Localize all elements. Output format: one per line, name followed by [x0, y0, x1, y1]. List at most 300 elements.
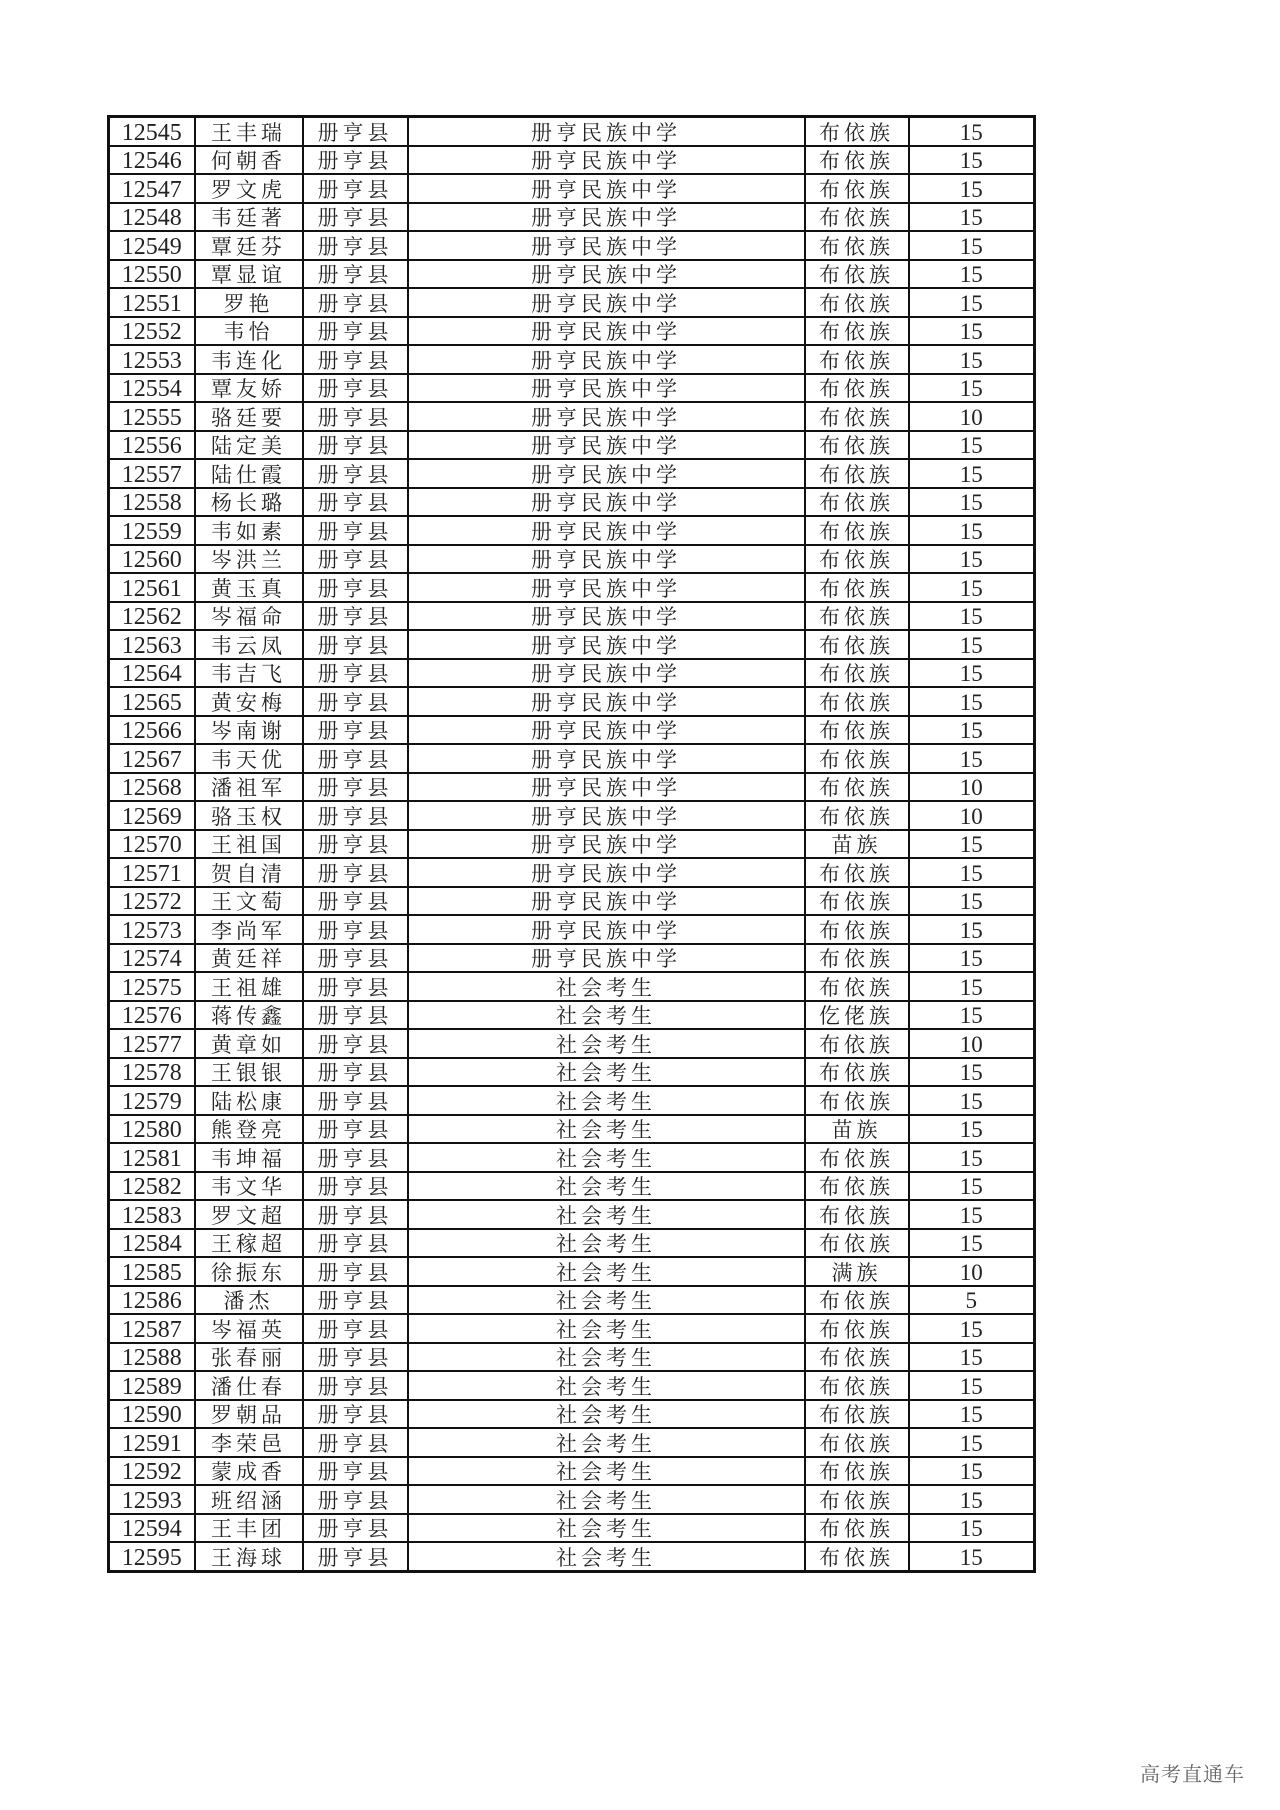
ethnicity-cell: 布依族 — [805, 659, 909, 688]
school-cell: 社会考生 — [408, 1001, 805, 1030]
school-cell: 册亨民族中学 — [408, 801, 805, 830]
table-row — [109, 801, 1035, 830]
bonus-score-cell: 15 — [909, 1457, 1035, 1486]
exam-id-cell: 12548 — [109, 203, 195, 232]
school-cell: 社会考生 — [408, 1058, 805, 1087]
exam-id-cell: 12594 — [109, 1514, 195, 1543]
county-cell: 册亨县 — [303, 545, 408, 574]
exam-id-cell: 12589 — [109, 1371, 195, 1400]
bonus-points-table — [107, 115, 1036, 1573]
ethnicity-cell: 布依族 — [805, 1514, 909, 1543]
county-cell: 册亨县 — [303, 117, 408, 146]
school-cell: 册亨民族中学 — [408, 858, 805, 887]
student-name-cell: 何朝香 — [195, 146, 303, 175]
table-row — [109, 744, 1035, 773]
ethnicity-cell: 布依族 — [805, 773, 909, 802]
table-row — [109, 488, 1035, 517]
county-cell: 册亨县 — [303, 203, 408, 232]
table-row — [109, 345, 1035, 374]
county-cell: 册亨县 — [303, 1115, 408, 1144]
exam-id-cell: 12547 — [109, 174, 195, 203]
school-cell: 社会考生 — [408, 972, 805, 1001]
table-row — [109, 602, 1035, 631]
student-name-cell: 覃显谊 — [195, 260, 303, 289]
county-cell: 册亨县 — [303, 630, 408, 659]
county-cell: 册亨县 — [303, 1428, 408, 1457]
student-name-cell: 韦坤福 — [195, 1143, 303, 1172]
table-row — [109, 1172, 1035, 1201]
student-name-cell: 韦廷著 — [195, 203, 303, 232]
exam-id-cell: 12587 — [109, 1314, 195, 1343]
table-row — [109, 459, 1035, 488]
ethnicity-cell: 布依族 — [805, 174, 909, 203]
student-name-cell: 韦怡 — [195, 317, 303, 346]
student-name-cell: 韦如素 — [195, 516, 303, 545]
exam-id-cell: 12569 — [109, 801, 195, 830]
ethnicity-cell: 布依族 — [805, 545, 909, 574]
student-name-cell: 黄章如 — [195, 1029, 303, 1058]
county-cell: 册亨县 — [303, 602, 408, 631]
bonus-score-cell: 15 — [909, 516, 1035, 545]
county-cell: 册亨县 — [303, 1229, 408, 1258]
student-name-cell: 潘杰 — [195, 1286, 303, 1315]
exam-id-cell: 12592 — [109, 1457, 195, 1486]
ethnicity-cell: 仡佬族 — [805, 1001, 909, 1030]
table-row — [109, 1314, 1035, 1343]
school-cell: 册亨民族中学 — [408, 773, 805, 802]
county-cell: 册亨县 — [303, 317, 408, 346]
county-cell: 册亨县 — [303, 1485, 408, 1514]
bonus-score-cell: 10 — [909, 1257, 1035, 1286]
exam-id-cell: 12565 — [109, 687, 195, 716]
exam-id-cell: 12551 — [109, 288, 195, 317]
exam-id-cell: 12567 — [109, 744, 195, 773]
table-row — [109, 402, 1035, 431]
exam-id-cell: 12586 — [109, 1286, 195, 1315]
table-row — [109, 972, 1035, 1001]
county-cell: 册亨县 — [303, 1172, 408, 1201]
student-name-cell: 熊登亮 — [195, 1115, 303, 1144]
exam-id-cell: 12552 — [109, 317, 195, 346]
student-name-cell: 蒙成香 — [195, 1457, 303, 1486]
school-cell: 册亨民族中学 — [408, 488, 805, 517]
county-cell: 册亨县 — [303, 1286, 408, 1315]
school-cell: 册亨民族中学 — [408, 174, 805, 203]
school-cell: 社会考生 — [408, 1257, 805, 1286]
table-row — [109, 687, 1035, 716]
ethnicity-cell: 布依族 — [805, 1542, 909, 1571]
student-name-cell: 潘祖军 — [195, 773, 303, 802]
exam-id-cell: 12553 — [109, 345, 195, 374]
ethnicity-cell: 布依族 — [805, 1286, 909, 1315]
county-cell: 册亨县 — [303, 260, 408, 289]
school-cell: 社会考生 — [408, 1542, 805, 1571]
ethnicity-cell: 苗族 — [805, 1115, 909, 1144]
school-cell: 册亨民族中学 — [408, 516, 805, 545]
student-name-cell: 韦云凤 — [195, 630, 303, 659]
exam-id-cell: 12554 — [109, 374, 195, 403]
county-cell: 册亨县 — [303, 1371, 408, 1400]
student-name-cell: 岑南谢 — [195, 716, 303, 745]
table-row — [109, 1542, 1035, 1571]
student-name-cell: 骆廷要 — [195, 402, 303, 431]
school-cell: 社会考生 — [408, 1172, 805, 1201]
county-cell: 册亨县 — [303, 944, 408, 973]
school-cell: 社会考生 — [408, 1086, 805, 1115]
county-cell: 册亨县 — [303, 374, 408, 403]
school-cell: 册亨民族中学 — [408, 459, 805, 488]
table-row — [109, 858, 1035, 887]
bonus-score-cell: 15 — [909, 1485, 1035, 1514]
table-row — [109, 288, 1035, 317]
school-cell: 册亨民族中学 — [408, 687, 805, 716]
bonus-score-cell: 10 — [909, 801, 1035, 830]
school-cell: 册亨民族中学 — [408, 260, 805, 289]
county-cell: 册亨县 — [303, 516, 408, 545]
school-cell: 册亨民族中学 — [408, 744, 805, 773]
exam-id-cell: 12545 — [109, 117, 195, 146]
table-row — [109, 374, 1035, 403]
table-row — [109, 573, 1035, 602]
county-cell: 册亨县 — [303, 1400, 408, 1429]
bonus-score-cell: 15 — [909, 716, 1035, 745]
bonus-score-cell: 15 — [909, 1229, 1035, 1258]
exam-id-cell: 12573 — [109, 915, 195, 944]
bonus-score-cell: 15 — [909, 317, 1035, 346]
exam-id-cell: 12570 — [109, 830, 195, 859]
student-name-cell: 骆玉权 — [195, 801, 303, 830]
student-name-cell: 张春丽 — [195, 1343, 303, 1372]
table-row — [109, 174, 1035, 203]
ethnicity-cell: 布依族 — [805, 1229, 909, 1258]
student-name-cell: 韦天优 — [195, 744, 303, 773]
county-cell: 册亨县 — [303, 858, 408, 887]
student-name-cell: 韦文华 — [195, 1172, 303, 1201]
school-cell: 社会考生 — [408, 1200, 805, 1229]
school-cell: 社会考生 — [408, 1457, 805, 1486]
bonus-score-cell: 15 — [909, 431, 1035, 460]
table-row — [109, 915, 1035, 944]
ethnicity-cell: 布依族 — [805, 1058, 909, 1087]
table-row — [109, 1200, 1035, 1229]
table-row — [109, 516, 1035, 545]
bonus-score-cell: 15 — [909, 117, 1035, 146]
school-cell: 社会考生 — [408, 1229, 805, 1258]
bonus-score-cell: 15 — [909, 1314, 1035, 1343]
school-cell: 社会考生 — [408, 1485, 805, 1514]
table-row — [109, 1143, 1035, 1172]
school-cell: 册亨民族中学 — [408, 830, 805, 859]
student-name-cell: 王丰团 — [195, 1514, 303, 1543]
county-cell: 册亨县 — [303, 915, 408, 944]
bonus-score-cell: 15 — [909, 488, 1035, 517]
student-name-cell: 黄玉真 — [195, 573, 303, 602]
bonus-score-cell: 15 — [909, 1428, 1035, 1457]
ethnicity-cell: 布依族 — [805, 1029, 909, 1058]
school-cell: 册亨民族中学 — [408, 117, 805, 146]
bonus-score-cell: 15 — [909, 915, 1035, 944]
bonus-score-cell: 15 — [909, 231, 1035, 260]
student-name-cell: 王丰瑞 — [195, 117, 303, 146]
exam-id-cell: 12568 — [109, 773, 195, 802]
county-cell: 册亨县 — [303, 1314, 408, 1343]
table-row — [109, 1400, 1035, 1429]
exam-id-cell: 12578 — [109, 1058, 195, 1087]
student-name-cell: 杨长璐 — [195, 488, 303, 517]
ethnicity-cell: 布依族 — [805, 1400, 909, 1429]
ethnicity-cell: 布依族 — [805, 1371, 909, 1400]
ethnicity-cell: 布依族 — [805, 1172, 909, 1201]
ethnicity-cell: 布依族 — [805, 944, 909, 973]
ethnicity-cell: 布依族 — [805, 345, 909, 374]
bonus-score-cell: 15 — [909, 1115, 1035, 1144]
exam-id-cell: 12549 — [109, 231, 195, 260]
bonus-score-cell: 15 — [909, 459, 1035, 488]
county-cell: 册亨县 — [303, 1200, 408, 1229]
exam-id-cell: 12582 — [109, 1172, 195, 1201]
bonus-score-cell: 15 — [909, 573, 1035, 602]
county-cell: 册亨县 — [303, 345, 408, 374]
bonus-score-cell: 15 — [909, 288, 1035, 317]
table-row — [109, 1001, 1035, 1030]
county-cell: 册亨县 — [303, 887, 408, 916]
ethnicity-cell: 布依族 — [805, 1086, 909, 1115]
school-cell: 社会考生 — [408, 1286, 805, 1315]
bonus-score-cell: 15 — [909, 602, 1035, 631]
table-row — [109, 117, 1035, 146]
bonus-score-cell: 15 — [909, 146, 1035, 175]
county-cell: 册亨县 — [303, 459, 408, 488]
ethnicity-cell: 布依族 — [805, 402, 909, 431]
table-row — [109, 773, 1035, 802]
county-cell: 册亨县 — [303, 1058, 408, 1087]
ethnicity-cell: 布依族 — [805, 687, 909, 716]
school-cell: 册亨民族中学 — [408, 317, 805, 346]
bonus-score-cell: 15 — [909, 1172, 1035, 1201]
exam-id-cell: 12546 — [109, 146, 195, 175]
exam-id-cell: 12562 — [109, 602, 195, 631]
exam-id-cell: 12591 — [109, 1428, 195, 1457]
county-cell: 册亨县 — [303, 716, 408, 745]
table-row — [109, 1029, 1035, 1058]
school-cell: 社会考生 — [408, 1371, 805, 1400]
table-row — [109, 431, 1035, 460]
school-cell: 册亨民族中学 — [408, 573, 805, 602]
student-name-cell: 陆定美 — [195, 431, 303, 460]
county-cell: 册亨县 — [303, 1343, 408, 1372]
table-row — [109, 887, 1035, 916]
ethnicity-cell: 布依族 — [805, 203, 909, 232]
exam-id-cell: 12588 — [109, 1343, 195, 1372]
exam-id-cell: 12566 — [109, 716, 195, 745]
bonus-score-cell: 15 — [909, 1400, 1035, 1429]
bonus-score-cell: 15 — [909, 374, 1035, 403]
county-cell: 册亨县 — [303, 1086, 408, 1115]
county-cell: 册亨县 — [303, 830, 408, 859]
table-row — [109, 1428, 1035, 1457]
student-name-cell: 陆仕霞 — [195, 459, 303, 488]
county-cell: 册亨县 — [303, 402, 408, 431]
student-name-cell: 韦吉飞 — [195, 659, 303, 688]
student-name-cell: 蒋传鑫 — [195, 1001, 303, 1030]
ethnicity-cell: 布依族 — [805, 858, 909, 887]
student-name-cell: 王祖国 — [195, 830, 303, 859]
student-name-cell: 罗朝品 — [195, 1400, 303, 1429]
student-name-cell: 王稼超 — [195, 1229, 303, 1258]
ethnicity-cell: 布依族 — [805, 887, 909, 916]
county-cell: 册亨县 — [303, 1001, 408, 1030]
school-cell: 册亨民族中学 — [408, 887, 805, 916]
ethnicity-cell: 布依族 — [805, 573, 909, 602]
county-cell: 册亨县 — [303, 1029, 408, 1058]
table-row — [109, 1371, 1035, 1400]
ethnicity-cell: 布依族 — [805, 1314, 909, 1343]
school-cell: 社会考生 — [408, 1400, 805, 1429]
bonus-score-cell: 15 — [909, 630, 1035, 659]
exam-id-cell: 12563 — [109, 630, 195, 659]
bonus-score-cell: 15 — [909, 1143, 1035, 1172]
county-cell: 册亨县 — [303, 972, 408, 1001]
exam-id-cell: 12593 — [109, 1485, 195, 1514]
exam-id-cell: 12579 — [109, 1086, 195, 1115]
student-name-cell: 李尚军 — [195, 915, 303, 944]
ethnicity-cell: 布依族 — [805, 801, 909, 830]
student-name-cell: 徐振东 — [195, 1257, 303, 1286]
ethnicity-cell: 布依族 — [805, 288, 909, 317]
ethnicity-cell: 布依族 — [805, 716, 909, 745]
school-cell: 册亨民族中学 — [408, 288, 805, 317]
student-name-cell: 王文萄 — [195, 887, 303, 916]
student-name-cell: 李荣邑 — [195, 1428, 303, 1457]
exam-id-cell: 12561 — [109, 573, 195, 602]
school-cell: 社会考生 — [408, 1314, 805, 1343]
county-cell: 册亨县 — [303, 146, 408, 175]
exam-id-cell: 12576 — [109, 1001, 195, 1030]
ethnicity-cell: 布依族 — [805, 117, 909, 146]
school-cell: 社会考生 — [408, 1143, 805, 1172]
exam-id-cell: 12581 — [109, 1143, 195, 1172]
exam-id-cell: 12560 — [109, 545, 195, 574]
exam-id-cell: 12556 — [109, 431, 195, 460]
student-name-cell: 黄廷祥 — [195, 944, 303, 973]
county-cell: 册亨县 — [303, 488, 408, 517]
bonus-score-cell: 15 — [909, 744, 1035, 773]
ethnicity-cell: 布依族 — [805, 1200, 909, 1229]
exam-id-cell: 12550 — [109, 260, 195, 289]
ethnicity-cell: 布依族 — [805, 1485, 909, 1514]
student-name-cell: 班绍涵 — [195, 1485, 303, 1514]
school-cell: 社会考生 — [408, 1428, 805, 1457]
table-row — [109, 1485, 1035, 1514]
student-name-cell: 韦连化 — [195, 345, 303, 374]
county-cell: 册亨县 — [303, 801, 408, 830]
ethnicity-cell: 苗族 — [805, 830, 909, 859]
school-cell: 册亨民族中学 — [408, 231, 805, 260]
bonus-score-cell: 15 — [909, 260, 1035, 289]
table-row — [109, 1229, 1035, 1258]
school-cell: 册亨民族中学 — [408, 431, 805, 460]
student-name-cell: 黄安梅 — [195, 687, 303, 716]
exam-id-cell: 12575 — [109, 972, 195, 1001]
bonus-score-cell: 10 — [909, 402, 1035, 431]
school-cell: 册亨民族中学 — [408, 146, 805, 175]
county-cell: 册亨县 — [303, 687, 408, 716]
ethnicity-cell: 布依族 — [805, 516, 909, 545]
bonus-score-cell: 15 — [909, 858, 1035, 887]
school-cell: 册亨民族中学 — [408, 374, 805, 403]
bonus-score-cell: 15 — [909, 345, 1035, 374]
table-row — [109, 659, 1035, 688]
county-cell: 册亨县 — [303, 1542, 408, 1571]
table-row — [109, 1086, 1035, 1115]
ethnicity-cell: 布依族 — [805, 1457, 909, 1486]
exam-id-cell: 12583 — [109, 1200, 195, 1229]
school-cell: 册亨民族中学 — [408, 659, 805, 688]
bonus-score-cell: 15 — [909, 1086, 1035, 1115]
ethnicity-cell: 布依族 — [805, 488, 909, 517]
table-row — [109, 830, 1035, 859]
table-row — [109, 203, 1035, 232]
county-cell: 册亨县 — [303, 573, 408, 602]
county-cell: 册亨县 — [303, 773, 408, 802]
county-cell: 册亨县 — [303, 659, 408, 688]
bonus-score-cell: 15 — [909, 1001, 1035, 1030]
table-body — [109, 117, 1035, 1572]
county-cell: 册亨县 — [303, 1257, 408, 1286]
student-name-cell: 王海球 — [195, 1542, 303, 1571]
county-cell: 册亨县 — [303, 1514, 408, 1543]
student-name-cell: 罗文虎 — [195, 174, 303, 203]
exam-id-cell: 12577 — [109, 1029, 195, 1058]
student-name-cell: 岑福英 — [195, 1314, 303, 1343]
ethnicity-cell: 布依族 — [805, 317, 909, 346]
bonus-score-cell: 15 — [909, 203, 1035, 232]
student-name-cell: 王银银 — [195, 1058, 303, 1087]
exam-id-cell: 12564 — [109, 659, 195, 688]
table-row — [109, 1343, 1035, 1372]
table-row — [109, 944, 1035, 973]
school-cell: 册亨民族中学 — [408, 944, 805, 973]
exam-id-cell: 12572 — [109, 887, 195, 916]
ethnicity-cell: 布依族 — [805, 1143, 909, 1172]
student-name-cell: 岑福命 — [195, 602, 303, 631]
exam-id-cell: 12580 — [109, 1115, 195, 1144]
student-name-cell: 覃廷芬 — [195, 231, 303, 260]
table-row — [109, 1514, 1035, 1543]
exam-id-cell: 12571 — [109, 858, 195, 887]
ethnicity-cell: 布依族 — [805, 744, 909, 773]
ethnicity-cell: 布依族 — [805, 915, 909, 944]
county-cell: 册亨县 — [303, 1457, 408, 1486]
ethnicity-cell: 布依族 — [805, 374, 909, 403]
bonus-score-cell: 15 — [909, 972, 1035, 1001]
table-row — [109, 146, 1035, 175]
bonus-score-cell: 15 — [909, 1343, 1035, 1372]
ethnicity-cell: 布依族 — [805, 459, 909, 488]
school-cell: 社会考生 — [408, 1029, 805, 1058]
school-cell: 册亨民族中学 — [408, 602, 805, 631]
exam-id-cell: 12558 — [109, 488, 195, 517]
bonus-score-cell: 15 — [909, 1058, 1035, 1087]
ethnicity-cell: 布依族 — [805, 1343, 909, 1372]
school-cell: 册亨民族中学 — [408, 203, 805, 232]
watermark-text: 高考直通车 — [1140, 1762, 1245, 1786]
student-name-cell: 王祖雄 — [195, 972, 303, 1001]
ethnicity-cell: 布依族 — [805, 972, 909, 1001]
ethnicity-cell: 布依族 — [805, 1428, 909, 1457]
ethnicity-cell: 布依族 — [805, 431, 909, 460]
exam-id-cell: 12585 — [109, 1257, 195, 1286]
